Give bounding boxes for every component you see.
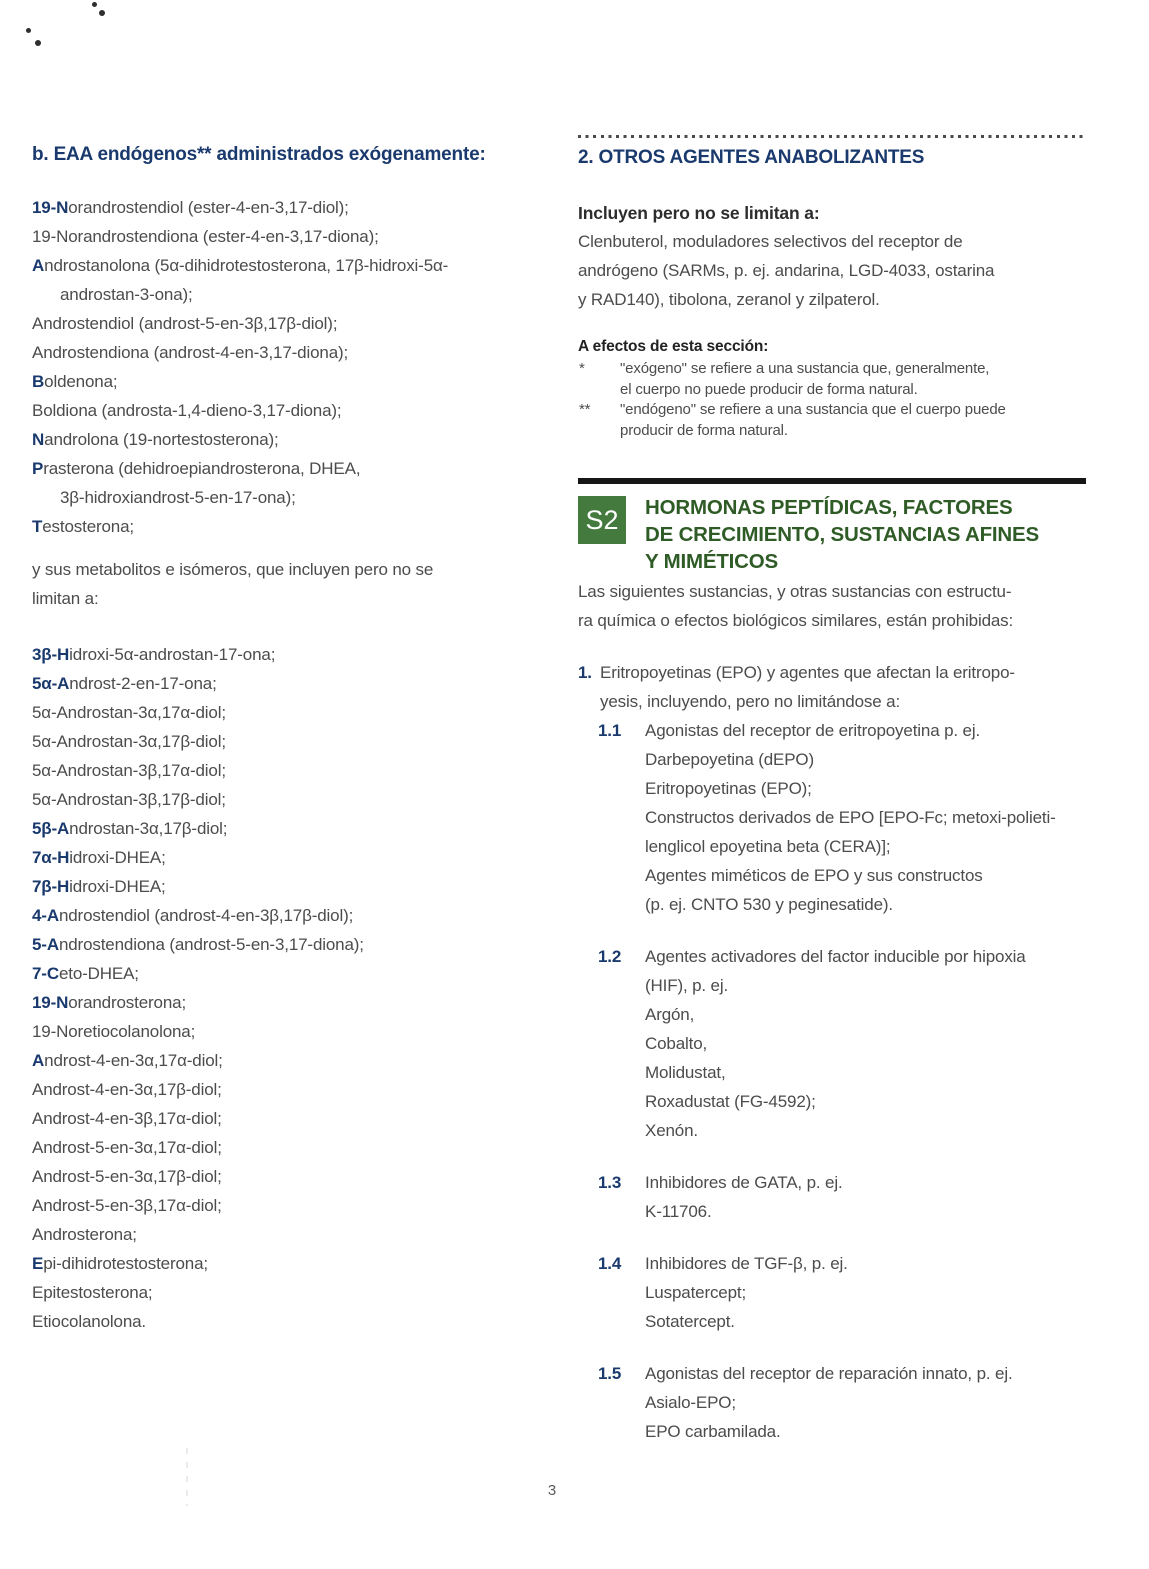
- text-line: ra química o efectos biológicos similares, están prohibidas:: [578, 611, 1014, 630]
- substance-prefix: T: [32, 517, 43, 536]
- substance-line: Epi-dihidrotestosterona;: [32, 1254, 208, 1273]
- heading-line: Y MIMÉTICOS: [645, 550, 778, 573]
- footnote-line: el cuerpo no puede producir de forma natural.: [620, 380, 918, 398]
- scan-speck: [99, 10, 105, 16]
- substance-line: Androst-5-en-3α,17α-diol;: [32, 1138, 222, 1157]
- substance-prefix: 19-N: [32, 198, 69, 217]
- s2-subitem: [578, 1359, 1087, 1446]
- substance-line: Androsterona;: [32, 1225, 137, 1244]
- text-line: andrógeno (SARMs, p. ej. andarina, LGD-4033, ostarina: [578, 261, 995, 280]
- text-line: Argón,: [645, 1005, 695, 1024]
- substance-line: androstan-3-ona);: [60, 285, 193, 304]
- text-line: Clenbuterol, moduladores selectivos del receptor de: [578, 232, 963, 251]
- footnote-marker: *: [579, 360, 585, 377]
- substance-line: 19-Noretiocolanolona;: [32, 1022, 196, 1041]
- text-line: Darbepoyetina (dEPO): [645, 750, 814, 769]
- substance-prefix: N: [32, 430, 45, 449]
- text-line: EPO carbamilada.: [645, 1422, 781, 1441]
- substance-line: Epitestosterona;: [32, 1283, 153, 1302]
- metabolites-isomers-list: [32, 640, 532, 1336]
- text-line: lenglicol epoyetina beta (CERA)];: [645, 837, 891, 856]
- subitem-number: 1.2: [598, 947, 622, 966]
- s2-subitem: [578, 942, 1087, 1145]
- substance-prefix: A: [32, 1051, 45, 1070]
- substance-prefix: 19-N: [32, 993, 69, 1012]
- section-divider-bar: [578, 478, 1086, 484]
- text-line: Inhibidores de GATA, p. ej.: [645, 1173, 843, 1192]
- text-line: K-11706.: [645, 1202, 712, 1221]
- text-line: Agentes activadores del factor inducible por hipoxia: [645, 947, 1026, 966]
- substance-line: 5α-Androstan-3β,17α-diol;: [32, 761, 226, 780]
- substance-line: Nandrolona (19-nortestosterona);: [32, 430, 279, 449]
- text-line: Eritropoyetinas (EPO);: [645, 779, 812, 798]
- s2-badge: [578, 496, 626, 544]
- text-line: Sotatercept.: [645, 1312, 735, 1331]
- substance-line: 4-Androstendiol (androst-4-en-3β,17β-diol);: [32, 906, 354, 925]
- footnotes: [578, 359, 1087, 441]
- footnote-line: producir de forma natural.: [620, 421, 788, 439]
- substance-line: Androst-5-en-3β,17α-diol;: [32, 1196, 222, 1215]
- text-line: Las siguientes sustancias, y otras sustancias con estructu-: [578, 582, 1012, 601]
- scan-artifact: [186, 1448, 188, 1506]
- text-line: Eritropoyetinas (EPO) y agentes que afectan la eritropo-: [600, 663, 1015, 682]
- substance-line: 5α-Androstan-3β,17β-diol;: [32, 790, 226, 809]
- subitem-number: 1.1: [598, 721, 622, 740]
- subitem-number: 1.5: [598, 1364, 622, 1383]
- substance-prefix: 7-C: [32, 964, 59, 983]
- subitem-number: 1.4: [598, 1254, 622, 1273]
- section-1b-heading: b. EAA endógenos** administrados exógenamente:: [32, 144, 486, 165]
- substance-line: Androst-4-en-3α,17β-diol;: [32, 1080, 222, 1099]
- substance-line: Boldenona;: [32, 372, 118, 391]
- s2-badge-label: S2: [578, 496, 626, 544]
- s2-heading: [645, 494, 1039, 575]
- footnote: [578, 400, 1087, 441]
- text-line: Constructos derivados de EPO [EPO-Fc; metoxi-polieti-: [645, 808, 1056, 827]
- substance-line: 7-Ceto-DHEA;: [32, 964, 139, 983]
- substance-prefix: 5β-A: [32, 819, 70, 838]
- substance-line: Androstendiona (androst-4-en-3,17-diona);: [32, 343, 349, 362]
- text-line: Agonistas del receptor de reparación innato, p. ej.: [645, 1364, 1013, 1383]
- substance-prefix: 5-A: [32, 935, 59, 954]
- text-line: Luspatercept;: [645, 1283, 747, 1302]
- text-line: Xenón.: [645, 1121, 698, 1140]
- section-2-heading: 2. OTROS AGENTES ANABOLIZANTES: [578, 147, 925, 168]
- substance-prefix: 5α-A: [32, 674, 70, 693]
- substance-line: Androst-4-en-3α,17α-diol;: [32, 1051, 223, 1070]
- substance-line: Boldiona (androsta-1,4-dieno-3,17-diona);: [32, 401, 342, 420]
- heading-line: DE CRECIMIENTO, SUSTANCIAS AFINES: [645, 523, 1039, 546]
- eaa-endogenous-list: [32, 193, 532, 541]
- metabolites-intro: [32, 555, 532, 613]
- substance-prefix: 7α-H: [32, 848, 70, 867]
- substance-line: 5α-Androstan-3α,17α-diol;: [32, 703, 226, 722]
- text-line: limitan a:: [32, 589, 99, 608]
- s2-subitems: [578, 716, 1087, 1446]
- text-line: y sus metabolitos e isómeros, que incluyen pero no se: [32, 560, 434, 579]
- substance-line: 7β-Hidroxi-DHEA;: [32, 877, 166, 896]
- substance-line: Androst-5-en-3α,17β-diol;: [32, 1167, 222, 1186]
- substance-line: Androstendiol (androst-5-en-3β,17β-diol);: [32, 314, 338, 333]
- text-line: yesis, incluyendo, pero no limitándose a:: [600, 692, 901, 711]
- substance-line: 7α-Hidroxi-DHEA;: [32, 848, 166, 867]
- footnote: [578, 359, 1087, 400]
- s2-subitem: [578, 1249, 1087, 1336]
- substance-line: 5α-Androstan-3α,17β-diol;: [32, 732, 226, 751]
- text-line: Cobalto,: [645, 1034, 708, 1053]
- substance-line: 3β-Hidroxi-5α-androstan-17-ona;: [32, 645, 276, 664]
- subitem-number: 1.3: [598, 1173, 622, 1192]
- footnote-marker: **: [579, 401, 591, 418]
- substance-prefix: 3β-H: [32, 645, 70, 664]
- scan-speck: [92, 2, 97, 7]
- substance-line: 19-Norandrosterona;: [32, 993, 187, 1012]
- substance-line: Etiocolanolona.: [32, 1312, 147, 1331]
- section-2-subheading: Incluyen pero no se limitan a:: [578, 203, 820, 223]
- dotted-divider: [578, 135, 1086, 138]
- text-line: Roxadustat (FG-4592);: [645, 1092, 816, 1111]
- text-line: Asialo-EPO;: [645, 1393, 736, 1412]
- text-line: Agentes miméticos de EPO y sus constructos: [645, 866, 983, 885]
- substance-prefix: B: [32, 372, 45, 391]
- scan-speck: [35, 40, 41, 46]
- substance-line: Testosterona;: [32, 517, 134, 536]
- heading-line: HORMONAS PEPTÍDICAS, FACTORES: [645, 496, 1013, 519]
- text-line: Agonistas del receptor de eritropoyetina p. ej.: [645, 721, 981, 740]
- substance-prefix: E: [32, 1254, 44, 1273]
- s2-item-1: [578, 658, 1109, 716]
- text-line: (p. ej. CNTO 530 y peginesatide).: [645, 895, 893, 914]
- text-line: y RAD140), tibolona, zeranol y zilpaterol.: [578, 290, 880, 309]
- footnote-line: "exógeno" se refiere a una sustancia que, generalmente,: [620, 360, 990, 377]
- substance-line: 19-Norandrostendiol (ester-4-en-3,17-diol);: [32, 198, 349, 217]
- substance-line: 19-Norandrostendiona (ester-4-en-3,17-diona);: [32, 227, 379, 246]
- substance-line: Androstanolona (5α-dihidrotestosterona, 17β-hidroxi-5α-: [32, 256, 449, 275]
- item-number: 1.: [578, 663, 592, 682]
- s2-intro: [578, 577, 1087, 635]
- substance-prefix: 7β-H: [32, 877, 70, 896]
- text-line: Molidustat,: [645, 1063, 726, 1082]
- s2-subitem: [578, 1168, 1087, 1226]
- substance-line: 5α-Androst-2-en-17-ona;: [32, 674, 217, 693]
- scan-speck: [26, 28, 31, 33]
- substance-line: Androst-4-en-3β,17α-diol;: [32, 1109, 222, 1128]
- substance-prefix: A: [32, 256, 45, 275]
- footnote-line: "endógeno" se refiere a una sustancia que el cuerpo puede: [620, 401, 1006, 418]
- substance-line: 3β-hidroxiandrost-5-en-17-ona);: [60, 488, 296, 507]
- substance-line: 5β-Androstan-3α,17β-diol;: [32, 819, 228, 838]
- substance-line: Prasterona (dehidroepiandrosterona, DHEA,: [32, 459, 361, 478]
- text-line: (HIF), p. ej.: [645, 976, 729, 995]
- s2-subitem: [578, 716, 1087, 919]
- substance-prefix: 4-A: [32, 906, 59, 925]
- substance-prefix: P: [32, 459, 44, 478]
- page-number: 3: [547, 1482, 557, 1499]
- substance-line: 5-Androstendiona (androst-5-en-3,17-diona);: [32, 935, 364, 954]
- text-line: Inhibidores de TGF-β, p. ej.: [645, 1254, 848, 1273]
- section-2-body: [578, 227, 1087, 314]
- footnote-heading: A efectos de esta sección:: [578, 338, 769, 355]
